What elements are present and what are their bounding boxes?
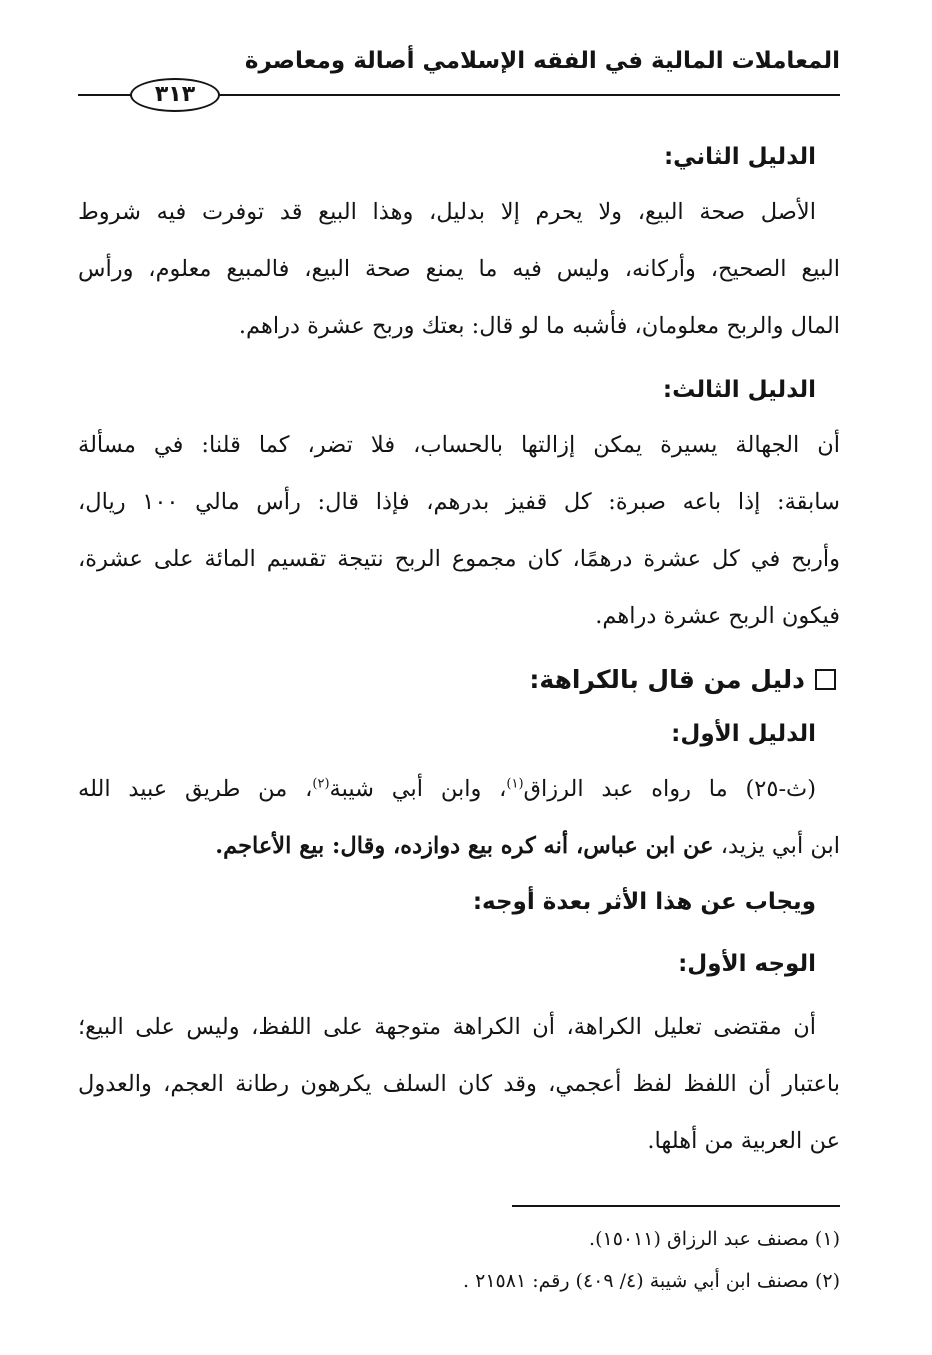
text-line xyxy=(78,818,840,875)
footnotes xyxy=(463,1218,840,1302)
heading-second-evidence: الدليل الثاني: xyxy=(663,144,816,170)
text-line xyxy=(78,761,840,818)
athar-text: ، وابن أبي شيبة xyxy=(329,776,507,802)
paragraph-third-evidence xyxy=(78,417,840,645)
section-heading-makruh xyxy=(78,653,836,707)
footnote-rule xyxy=(512,1205,840,1207)
text-line: سابقة: إذا باعه صبرة: كل قفيز بدرهم، فإذا قال: رأس مالي ١٠٠ ريال، xyxy=(78,489,840,515)
text-line: فيكون الربح عشرة دراهم. xyxy=(595,603,840,629)
heading-first-aspect: الوجه الأول: xyxy=(678,951,816,977)
text-line: المال والربح معلومان، فأشبه ما لو قال: بعتك وربح عشرة دراهم. xyxy=(238,313,840,339)
page-number: ٣١٣ xyxy=(130,78,220,112)
athar-quote: عن ابن عباس، أنه كره بيع دوازده، وقال: بيع الأعاجم. xyxy=(215,833,714,859)
athar-text: ، من طريق عبيد الله xyxy=(78,776,313,802)
running-header-title: المعاملات المالية في الفقه الإسلامي أصالة ومعاصرة xyxy=(244,48,840,74)
heading-first-evidence: الدليل الأول: xyxy=(671,721,816,747)
footnote-ref-1[interactable]: (١) xyxy=(506,776,524,792)
athar-text: ابن أبي يزيد، xyxy=(713,833,840,859)
heading-third-evidence: الدليل الثالث: xyxy=(662,377,816,403)
text-line: أن الجهالة يسيرة يمكن إزالتها بالحساب، فلا تضر، كما قلنا: في مسألة xyxy=(78,432,840,458)
footnote-1: (١) مصنف عبد الرزاق (١٥٠١١). xyxy=(589,1228,840,1250)
section-heading-text: دليل من قال بالكراهة: xyxy=(529,665,805,694)
text-line: وأربح في كل عشرة درهمًا، كان مجموع الربح نتيجة تقسيم المائة على عشرة، xyxy=(78,546,840,572)
athar-text: (ث-٢٥) ما رواه عبد الرزاق xyxy=(523,776,816,802)
footnote-2: (٢) مصنف ابن أبي شيبة (٤/ ٤٠٩) رقم: ٢١٥٨١ . xyxy=(463,1270,840,1292)
paragraph-first-aspect xyxy=(78,999,840,1170)
paragraph-second-evidence xyxy=(78,184,840,355)
text-line: أن مقتضى تعليل الكراهة، أن الكراهة متوجهة على اللفظ، وليس على البيع؛ xyxy=(78,1014,816,1040)
text-line: عن العربية من أهلها. xyxy=(647,1128,840,1154)
square-icon xyxy=(815,669,836,690)
text-line: باعتبار أن اللفظ لفظ أعجمي، وقد كان السلف يكرهون رطانة العجم، والعدول xyxy=(78,1071,840,1097)
main-content xyxy=(78,130,840,1170)
footnote-ref-2[interactable]: (٢) xyxy=(312,776,330,792)
paragraph-athar xyxy=(78,761,840,875)
text-line: البيع الصحيح، وأركانه، وليس فيه ما يمنع صحة البيع، فالمبيع معلوم، ورأس xyxy=(78,256,840,282)
heading-response: ويجاب عن هذا الأثر بعدة أوجه: xyxy=(472,889,816,915)
text-line: الأصل صحة البيع، ولا يحرم إلا بدليل، وهذا البيع قد توفرت فيه شروط xyxy=(78,199,816,225)
